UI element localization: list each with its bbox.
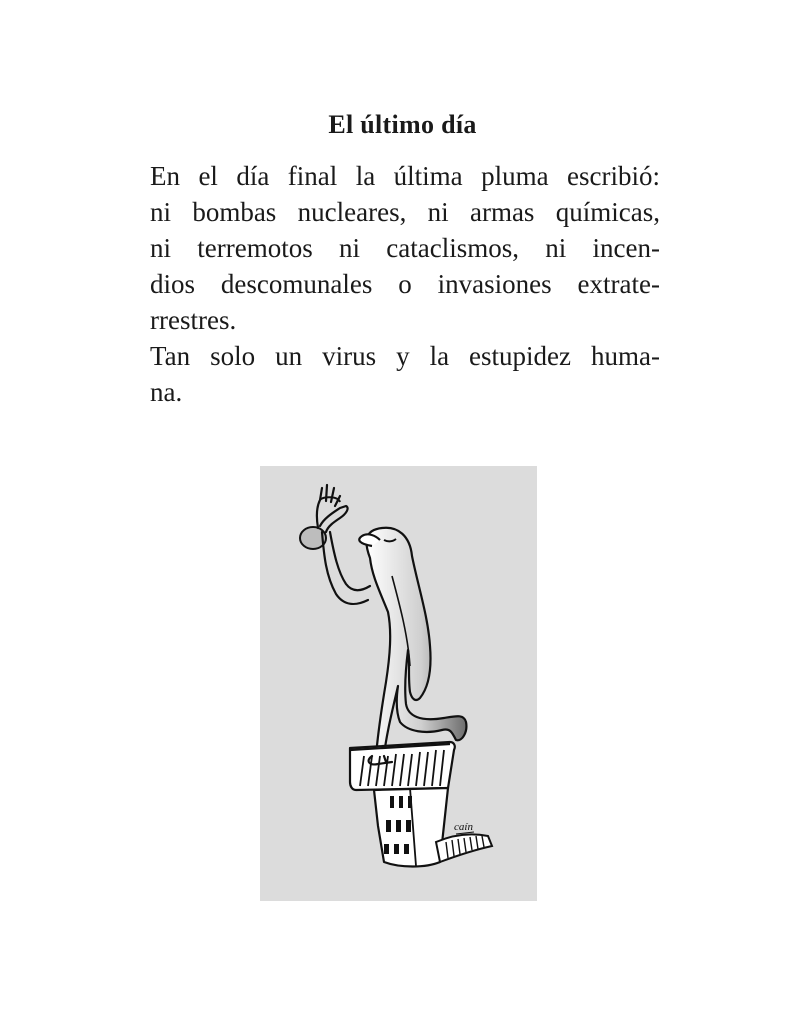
- body-text: [150, 158, 660, 410]
- text-line: Tan solo un virus y la estupidez huma-: [150, 341, 660, 371]
- figure-body: [366, 528, 466, 756]
- cartoon-drawing: [260, 466, 537, 901]
- text-line: ni terremotos ni cataclismos, ni incen-: [150, 233, 660, 263]
- text-line: dios descomunales o invasiones extrate-: [150, 269, 660, 299]
- cartoon-illustration: [260, 466, 537, 901]
- artist-signature: caín: [454, 821, 473, 833]
- text-line: En el día final la última pluma escribió:: [150, 161, 660, 191]
- text-line: na.: [150, 377, 183, 407]
- text-line: rrestres.: [150, 305, 237, 335]
- raised-hand: [317, 485, 348, 532]
- text-line: ni bombas nucleares, ni armas químicas,: [150, 197, 660, 227]
- page-title: El último día: [328, 110, 477, 139]
